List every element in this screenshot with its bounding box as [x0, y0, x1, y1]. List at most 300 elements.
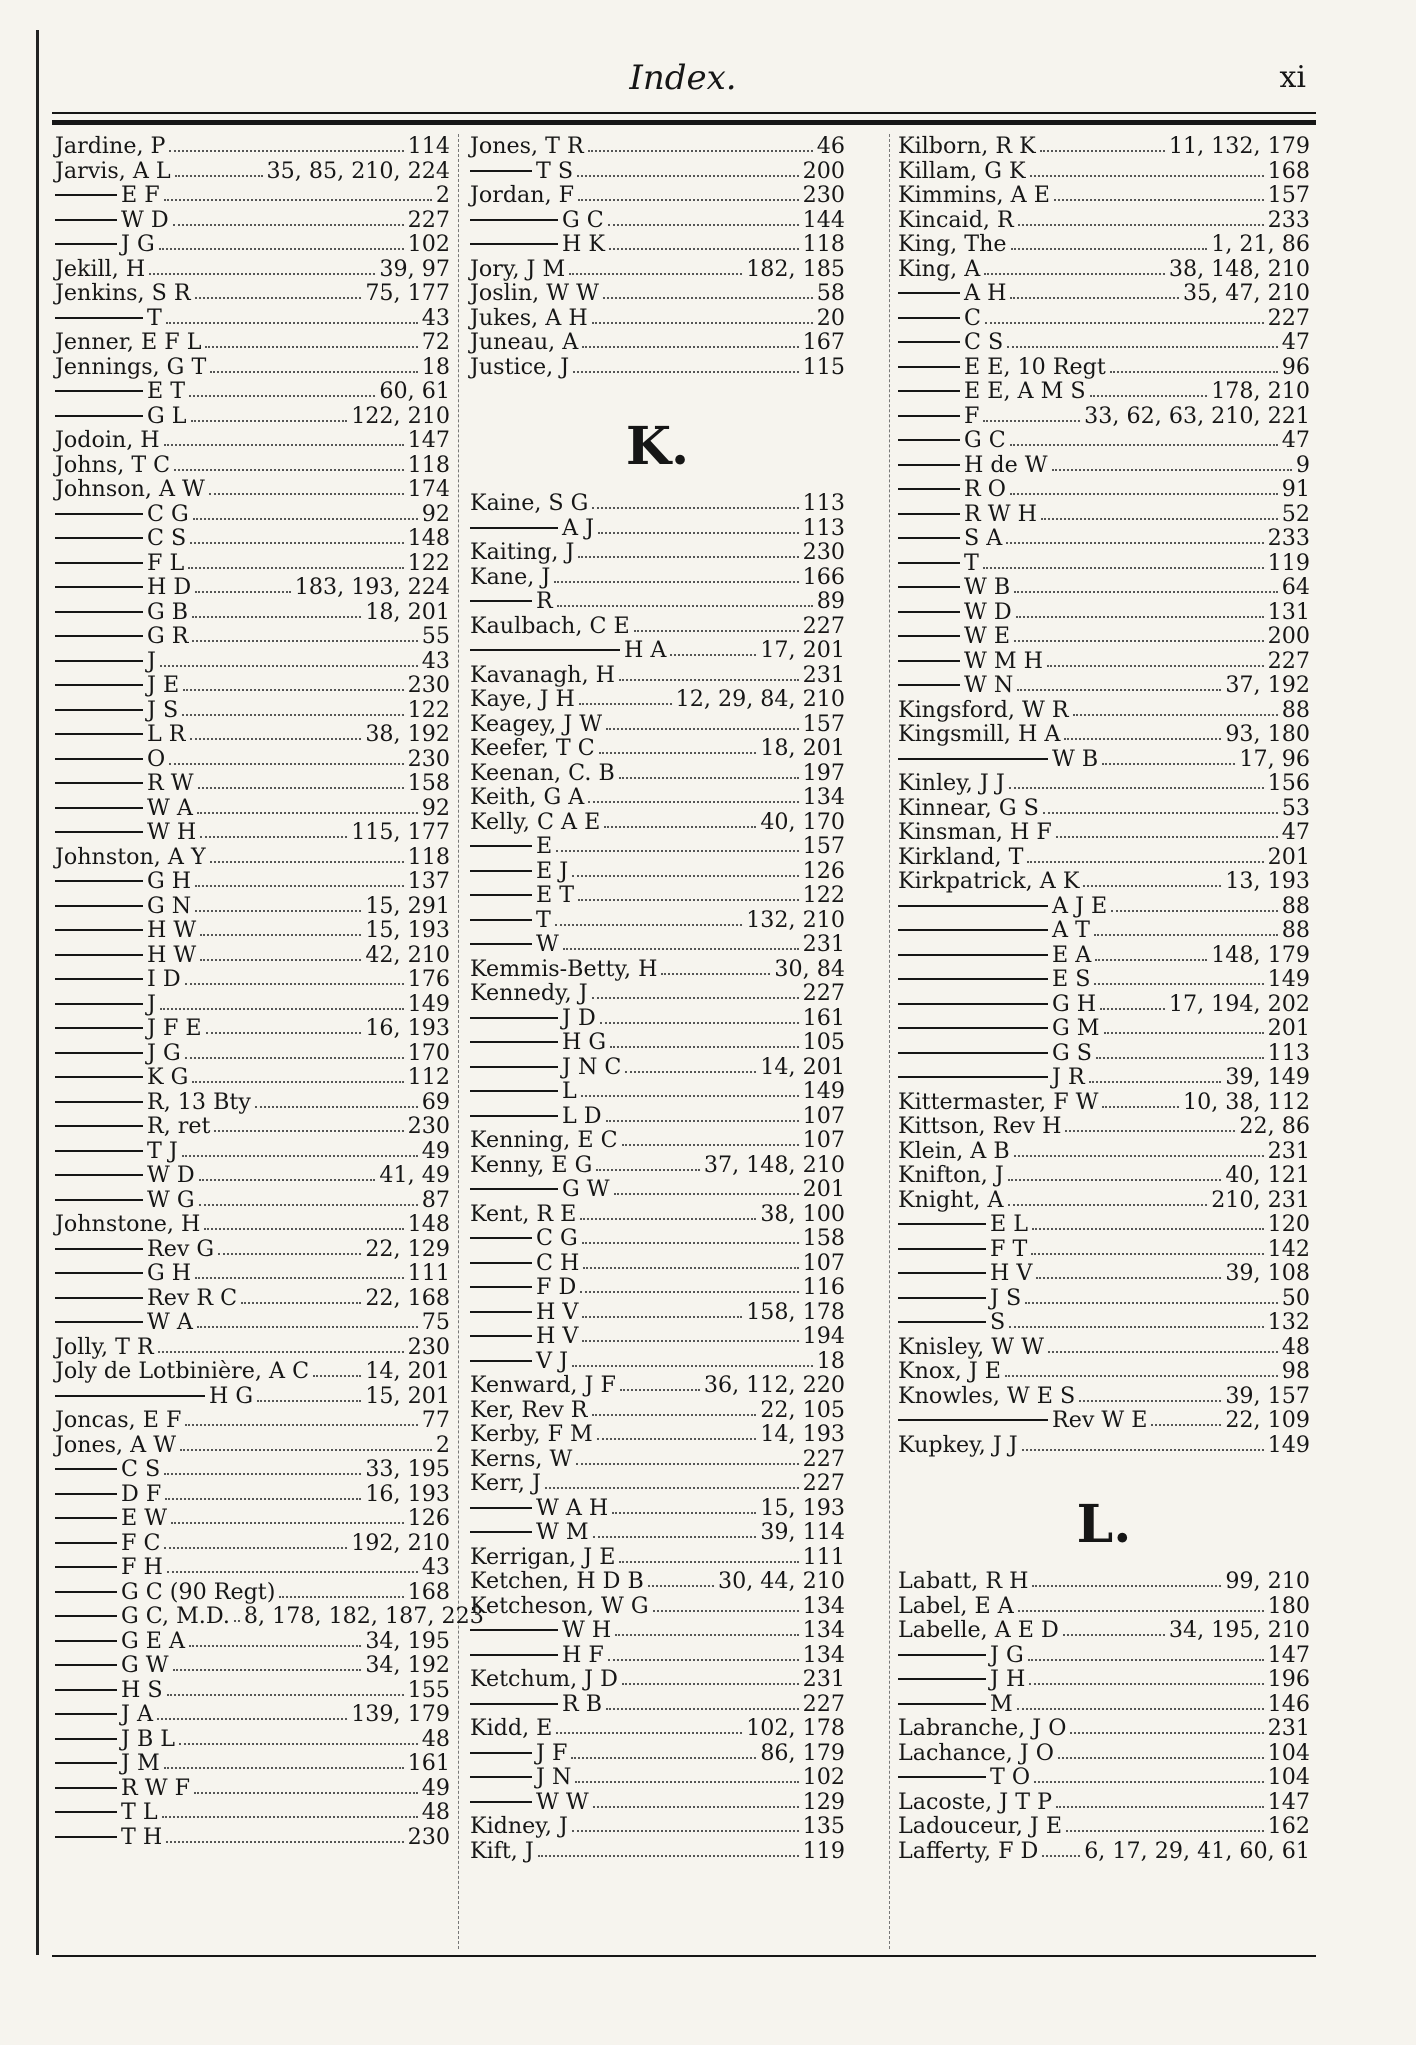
- ditto-dash: [55, 1150, 143, 1152]
- index-entry: [470, 1422, 845, 1447]
- entry-name: Kennedy, J: [470, 980, 588, 1006]
- leader-dots: [190, 542, 403, 544]
- index-entry: [898, 379, 1310, 404]
- entry-pages: 118: [407, 843, 450, 870]
- entry-pages: 147: [407, 427, 450, 453]
- leader-dots: [1047, 665, 1264, 667]
- index-entry: [55, 257, 450, 282]
- entry-name: J N C: [562, 1053, 622, 1080]
- index-entry: [898, 1335, 1310, 1360]
- index-entry: [898, 624, 1310, 649]
- leader-dots: [582, 346, 798, 348]
- ditto-dash: [470, 1188, 558, 1190]
- entry-name: King, The: [898, 231, 1007, 257]
- leader-dots: [572, 1365, 813, 1367]
- entry-name: W E: [964, 623, 1011, 649]
- index-entry: [898, 502, 1310, 527]
- entry-name: Jodoin, H: [55, 427, 160, 453]
- ditto-dash: [898, 366, 960, 368]
- entry-pages: 88: [1281, 696, 1310, 723]
- ditto-dash: [55, 586, 143, 588]
- index-entry: [470, 1079, 845, 1104]
- entry-pages: 60, 61: [379, 378, 450, 404]
- leader-dots: [592, 507, 798, 509]
- entry-pages: 22, 105: [760, 1396, 845, 1423]
- leader-dots: [575, 1781, 798, 1783]
- entry-name: Kaiting, J: [470, 539, 575, 565]
- entry-pages: 48: [421, 1725, 450, 1752]
- entry-pages: 227: [407, 206, 450, 233]
- ditto-dash: [898, 1321, 986, 1323]
- index-entry: [898, 1359, 1310, 1384]
- entry-pages: 91: [1281, 476, 1310, 502]
- entry-name: T S: [536, 157, 574, 184]
- entry-name: Kenny, E G: [470, 1151, 593, 1178]
- ditto-dash: [55, 243, 117, 245]
- ditto-dash: [55, 1591, 117, 1593]
- entry-pages: 72: [421, 329, 450, 355]
- index-entry: [898, 1643, 1310, 1668]
- index-entry: [55, 1065, 450, 1090]
- index-entry: [470, 1520, 845, 1545]
- entry-pages: 158: [407, 770, 450, 796]
- entry-name: W A H: [536, 1494, 609, 1521]
- index-entry: [470, 281, 845, 306]
- leader-dots: [603, 297, 813, 299]
- index-entry: [470, 712, 845, 737]
- entry-pages: 53: [1281, 794, 1310, 821]
- ditto-dash: [898, 758, 1048, 760]
- index-entry: [898, 918, 1310, 943]
- leader-dots: [1102, 1106, 1179, 1108]
- ditto-dash: [898, 684, 960, 686]
- index-entry: [898, 183, 1310, 208]
- entry-pages: 36, 112, 220: [703, 1372, 845, 1398]
- index-entry: [898, 845, 1310, 870]
- leader-dots: [1018, 1610, 1264, 1612]
- index-entry: [470, 761, 845, 786]
- index-entry: [470, 1765, 845, 1790]
- entry-name: R, 13 Bty: [147, 1088, 251, 1115]
- leader-dots: [593, 1806, 799, 1808]
- leader-dots: [1048, 1351, 1278, 1353]
- entry-name: I D: [147, 966, 181, 992]
- entry-pages: 134: [802, 784, 845, 810]
- entry-pages: 227: [1267, 304, 1310, 331]
- index-entry: [55, 894, 450, 919]
- ditto-dash: [470, 1531, 532, 1533]
- ditto-dash: [55, 1566, 117, 1568]
- ditto-dash: [55, 978, 143, 980]
- entry-pages: 201: [1267, 1015, 1310, 1041]
- index-entry: [55, 1776, 450, 1801]
- index-entry: [898, 1286, 1310, 1311]
- entry-pages: 34, 195: [365, 1627, 450, 1654]
- leader-dots: [1036, 1277, 1221, 1279]
- entry-pages: 86, 179: [760, 1739, 845, 1766]
- ditto-dash: [55, 684, 143, 686]
- entry-pages: 48: [1281, 1333, 1310, 1360]
- entry-pages: 149: [802, 1078, 845, 1104]
- entry-pages: 129: [802, 1788, 845, 1815]
- index-entry: [55, 477, 450, 502]
- entry-name: Knisley, W W: [898, 1333, 1044, 1360]
- entry-name: Kemmis-Betty, H: [470, 955, 658, 982]
- index-entry: [55, 159, 450, 184]
- ditto-dash: [898, 611, 960, 613]
- index-entry: [470, 1741, 845, 1766]
- entry-pages: 18, 201: [760, 735, 845, 761]
- leader-dots: [614, 1193, 799, 1195]
- entry-pages: 58: [816, 280, 845, 306]
- leader-dots: [166, 322, 418, 324]
- leader-dots: [1010, 493, 1278, 495]
- index-entry: [470, 1398, 845, 1423]
- ditto-dash: [898, 660, 960, 662]
- index-entry: [470, 589, 845, 614]
- index-entry: [470, 1496, 845, 1521]
- leader-dots: [572, 875, 798, 877]
- entry-name: E J: [536, 857, 569, 884]
- index-entry: [470, 859, 845, 884]
- leader-dots: [159, 248, 404, 250]
- section-gap: [898, 1457, 1310, 1481]
- entry-name: King, A: [898, 255, 981, 282]
- entry-name: W A: [147, 794, 193, 821]
- entry-name: E L: [990, 1211, 1028, 1237]
- leader-dots: [1100, 1008, 1165, 1010]
- ditto-dash: [55, 660, 143, 662]
- leader-dots: [200, 959, 361, 961]
- index-entry: [55, 1310, 450, 1335]
- leader-dots: [1022, 1449, 1264, 1451]
- entry-pages: 126: [802, 857, 845, 884]
- index-entry: [898, 1618, 1310, 1643]
- entry-pages: 55: [421, 623, 450, 649]
- entry-pages: 46: [816, 133, 845, 159]
- index-entry: [898, 771, 1310, 796]
- index-entry: [55, 551, 450, 576]
- leader-dots: [191, 420, 348, 422]
- index-entry: [898, 1114, 1310, 1139]
- ditto-dash: [470, 219, 558, 221]
- entry-name: T: [147, 304, 162, 331]
- index-entry: [470, 330, 845, 355]
- entry-name: H F: [562, 1641, 604, 1668]
- entry-pages: 98: [1281, 1358, 1310, 1384]
- leader-dots: [1011, 248, 1208, 250]
- index-entry: [470, 355, 845, 380]
- index-entry: [55, 796, 450, 821]
- index-entry: [470, 1104, 845, 1129]
- leader-dots: [171, 1522, 404, 1524]
- entry-name: Kingsmill, H A: [898, 721, 1061, 747]
- index-entry: [898, 673, 1310, 698]
- entry-name: F D: [536, 1274, 577, 1300]
- ditto-dash: [470, 170, 532, 172]
- entry-name: W M: [536, 1519, 589, 1545]
- entry-name: Jardine, P: [55, 133, 166, 159]
- leader-dots: [582, 1242, 799, 1244]
- leader-dots: [1007, 346, 1278, 348]
- leader-dots: [1010, 444, 1278, 446]
- ditto-dash: [898, 1248, 986, 1250]
- entry-name: Kaulbach, C E: [470, 612, 630, 639]
- entry-name: L D: [562, 1102, 602, 1129]
- entry-pages: 75: [421, 1309, 450, 1335]
- entry-name: E: [536, 833, 553, 859]
- leader-dots: [569, 273, 742, 275]
- ditto-dash: [55, 194, 117, 196]
- entry-pages: 227: [802, 1445, 845, 1472]
- entry-name: Ketchen, H D B: [470, 1568, 644, 1594]
- index-entry: [470, 1324, 845, 1349]
- ditto-dash: [898, 537, 960, 539]
- entry-name: R O: [964, 476, 1006, 502]
- ditto-dash: [470, 1752, 532, 1754]
- leader-dots: [189, 395, 375, 397]
- ditto-dash: [470, 1801, 532, 1803]
- index-entry: [55, 1163, 450, 1188]
- entry-name: G E A: [121, 1627, 186, 1654]
- leader-dots: [1111, 910, 1278, 912]
- entry-name: Kaye, J H: [470, 686, 575, 712]
- leader-dots: [1066, 1830, 1264, 1832]
- index-entry: [898, 208, 1310, 233]
- leader-dots: [592, 997, 799, 999]
- ditto-dash: [470, 1360, 532, 1362]
- leader-dots: [577, 175, 799, 177]
- leader-dots: [573, 371, 799, 373]
- entry-pages: 180: [1267, 1592, 1310, 1619]
- leader-dots: [192, 640, 417, 642]
- leader-dots: [198, 787, 404, 789]
- entry-name: G H: [1052, 990, 1097, 1017]
- entry-name: H V: [536, 1323, 579, 1349]
- leader-dots: [257, 1400, 361, 1402]
- ditto-dash: [55, 758, 143, 760]
- entry-pages: 227: [1267, 647, 1310, 674]
- leader-dots: [164, 199, 432, 201]
- column-divider: [889, 134, 891, 1949]
- entry-pages: 122: [802, 882, 845, 908]
- entry-pages: 105: [802, 1029, 845, 1055]
- entry-name: J F E: [147, 1015, 202, 1041]
- page-number: xi: [1279, 60, 1306, 95]
- entry-name: V J: [536, 1347, 568, 1374]
- index-entry: [470, 1545, 845, 1570]
- section-gap: [470, 379, 845, 403]
- leader-dots: [1014, 1155, 1264, 1157]
- index-entry: [470, 932, 845, 957]
- entry-pages: 174: [407, 476, 450, 502]
- entry-pages: 132: [1267, 1309, 1310, 1335]
- entry-name: Knifton, J: [898, 1162, 1004, 1188]
- entry-pages: 22, 168: [365, 1284, 450, 1311]
- leader-dots: [606, 728, 799, 730]
- leader-dots: [604, 826, 756, 828]
- entry-name: A J E: [1052, 892, 1108, 919]
- entry-name: W M H: [964, 647, 1043, 674]
- index-entry: [898, 943, 1310, 968]
- leader-dots: [1151, 1424, 1221, 1426]
- entry-name: H A: [624, 637, 667, 663]
- ditto-dash: [470, 1629, 558, 1631]
- entry-pages: 157: [802, 833, 845, 859]
- leader-dots: [582, 1316, 742, 1318]
- entry-name: Justice, J: [470, 353, 570, 380]
- entry-pages: 89: [816, 588, 845, 614]
- entry-name: H V: [990, 1260, 1033, 1286]
- entry-name: W G: [147, 1186, 195, 1213]
- ditto-dash: [898, 1419, 1048, 1421]
- index-entry: [470, 1275, 845, 1300]
- entry-name: Klein, A B: [898, 1137, 1010, 1164]
- entry-pages: 176: [407, 966, 450, 992]
- entry-name: G H: [147, 868, 192, 894]
- index-entry: [55, 869, 450, 894]
- entry-pages: 92: [421, 794, 450, 821]
- ditto-dash: [470, 919, 532, 921]
- entry-name: Kerby, F M: [470, 1421, 593, 1447]
- ditto-dash: [898, 1297, 986, 1299]
- entry-name: H de W: [964, 451, 1048, 478]
- ditto-dash: [55, 1689, 117, 1691]
- index-entry: [470, 1790, 845, 1815]
- entry-pages: 34, 195, 210: [1168, 1617, 1310, 1643]
- entry-name: G C (90 Regt): [121, 1578, 276, 1605]
- entry-name: Label, E A: [898, 1592, 1014, 1619]
- leader-dots: [1096, 1057, 1264, 1059]
- entry-name: Jones, T R: [470, 133, 584, 159]
- ditto-dash: [470, 1041, 558, 1043]
- entry-pages: 201: [802, 1176, 845, 1202]
- ditto-dash: [55, 1321, 143, 1323]
- entry-name: C: [964, 304, 981, 331]
- leader-dots: [620, 1389, 700, 1391]
- entry-pages: 107: [802, 1127, 845, 1153]
- index-entry: [470, 981, 845, 1006]
- entry-name: Jennings, G T: [55, 353, 207, 380]
- index-entry: [898, 306, 1310, 331]
- leader-dots: [1043, 812, 1278, 814]
- index-entry: [470, 638, 845, 663]
- index-entry: [470, 614, 845, 639]
- leader-dots: [1032, 1228, 1264, 1230]
- entry-pages: 13, 193: [1225, 868, 1310, 894]
- index-entry: [55, 943, 450, 968]
- ditto-dash: [898, 1052, 1048, 1054]
- leader-dots: [1008, 1204, 1208, 1206]
- index-entry: [55, 1531, 450, 1556]
- entry-name: Ker, Rev R: [470, 1396, 588, 1423]
- entry-name: Rev W E: [1052, 1407, 1148, 1433]
- ditto-dash: [470, 870, 532, 872]
- entry-pages: 196: [1267, 1666, 1310, 1692]
- entry-name: G W: [121, 1652, 169, 1678]
- ditto-dash: [470, 1311, 532, 1313]
- index-entry: [470, 516, 845, 541]
- entry-name: H K: [562, 231, 605, 257]
- index-entry: [898, 355, 1310, 380]
- entry-name: Joly de Lotbinière, A C: [55, 1358, 310, 1384]
- index-entry: [470, 1569, 845, 1594]
- leader-dots: [670, 654, 756, 656]
- entry-name: S A: [964, 525, 1003, 551]
- entry-name: Kane, J: [470, 563, 551, 590]
- entry-pages: 227: [802, 980, 845, 1006]
- entry-pages: 113: [802, 514, 845, 541]
- leader-dots: [1016, 616, 1264, 618]
- entry-name: Jekill, H: [55, 255, 146, 282]
- entry-pages: 15, 193: [760, 1494, 845, 1521]
- entry-pages: 43: [421, 1554, 450, 1580]
- footer-rule: [52, 1955, 1316, 1957]
- entry-pages: 116: [802, 1274, 845, 1300]
- leader-dots: [164, 444, 404, 446]
- leader-dots: [593, 1536, 757, 1538]
- entry-pages: 230: [407, 745, 450, 772]
- ditto-dash: [470, 1335, 532, 1337]
- ditto-dash: [470, 943, 532, 945]
- entry-name: Rev R C: [147, 1284, 238, 1311]
- leader-dots: [210, 861, 404, 863]
- entry-name: C G: [536, 1225, 578, 1251]
- entry-pages: 227: [802, 612, 845, 639]
- entry-pages: 35, 85, 210, 224: [266, 157, 450, 184]
- entry-name: Kenward, J F: [470, 1372, 616, 1398]
- leader-dots: [571, 1757, 756, 1759]
- entry-pages: 111: [407, 1260, 450, 1286]
- entry-pages: 1, 21, 86: [1211, 231, 1310, 257]
- entry-name: Johns, T C: [55, 451, 171, 478]
- index-entry: [55, 1702, 450, 1727]
- ditto-dash: [898, 317, 960, 319]
- ditto-dash: [898, 1776, 986, 1778]
- entry-pages: 139, 179: [351, 1701, 450, 1727]
- index-entry: [898, 894, 1310, 919]
- entry-pages: 231: [802, 661, 845, 688]
- index-entry: [55, 232, 450, 257]
- leader-dots: [149, 273, 375, 275]
- leader-dots: [210, 371, 418, 373]
- index-entry: [55, 1212, 450, 1237]
- ditto-dash: [470, 1115, 558, 1117]
- leader-dots: [1095, 959, 1207, 961]
- leader-dots: [175, 175, 263, 177]
- entry-pages: 39, 149: [1225, 1064, 1310, 1090]
- index-entry: [470, 1251, 845, 1276]
- entry-pages: 38, 148, 210: [1168, 255, 1310, 282]
- entry-name: T: [964, 549, 979, 576]
- entry-name: G B: [147, 598, 189, 625]
- index-entry: [55, 1041, 450, 1066]
- index-entry: [898, 281, 1310, 306]
- entry-pages: 30, 84: [774, 955, 845, 982]
- entry-name: E W: [121, 1505, 168, 1531]
- entry-name: G R: [147, 623, 189, 649]
- index-entry: [55, 1237, 450, 1262]
- ditto-dash: [898, 1678, 986, 1680]
- ditto-dash: [55, 831, 143, 833]
- entry-pages: 161: [407, 1750, 450, 1776]
- entry-pages: 64: [1281, 574, 1310, 600]
- ditto-dash: [55, 1640, 117, 1642]
- entry-name: J F: [536, 1739, 568, 1766]
- leader-dots: [1104, 1032, 1264, 1034]
- entry-pages: 15, 291: [365, 892, 450, 919]
- entry-pages: 92: [421, 500, 450, 527]
